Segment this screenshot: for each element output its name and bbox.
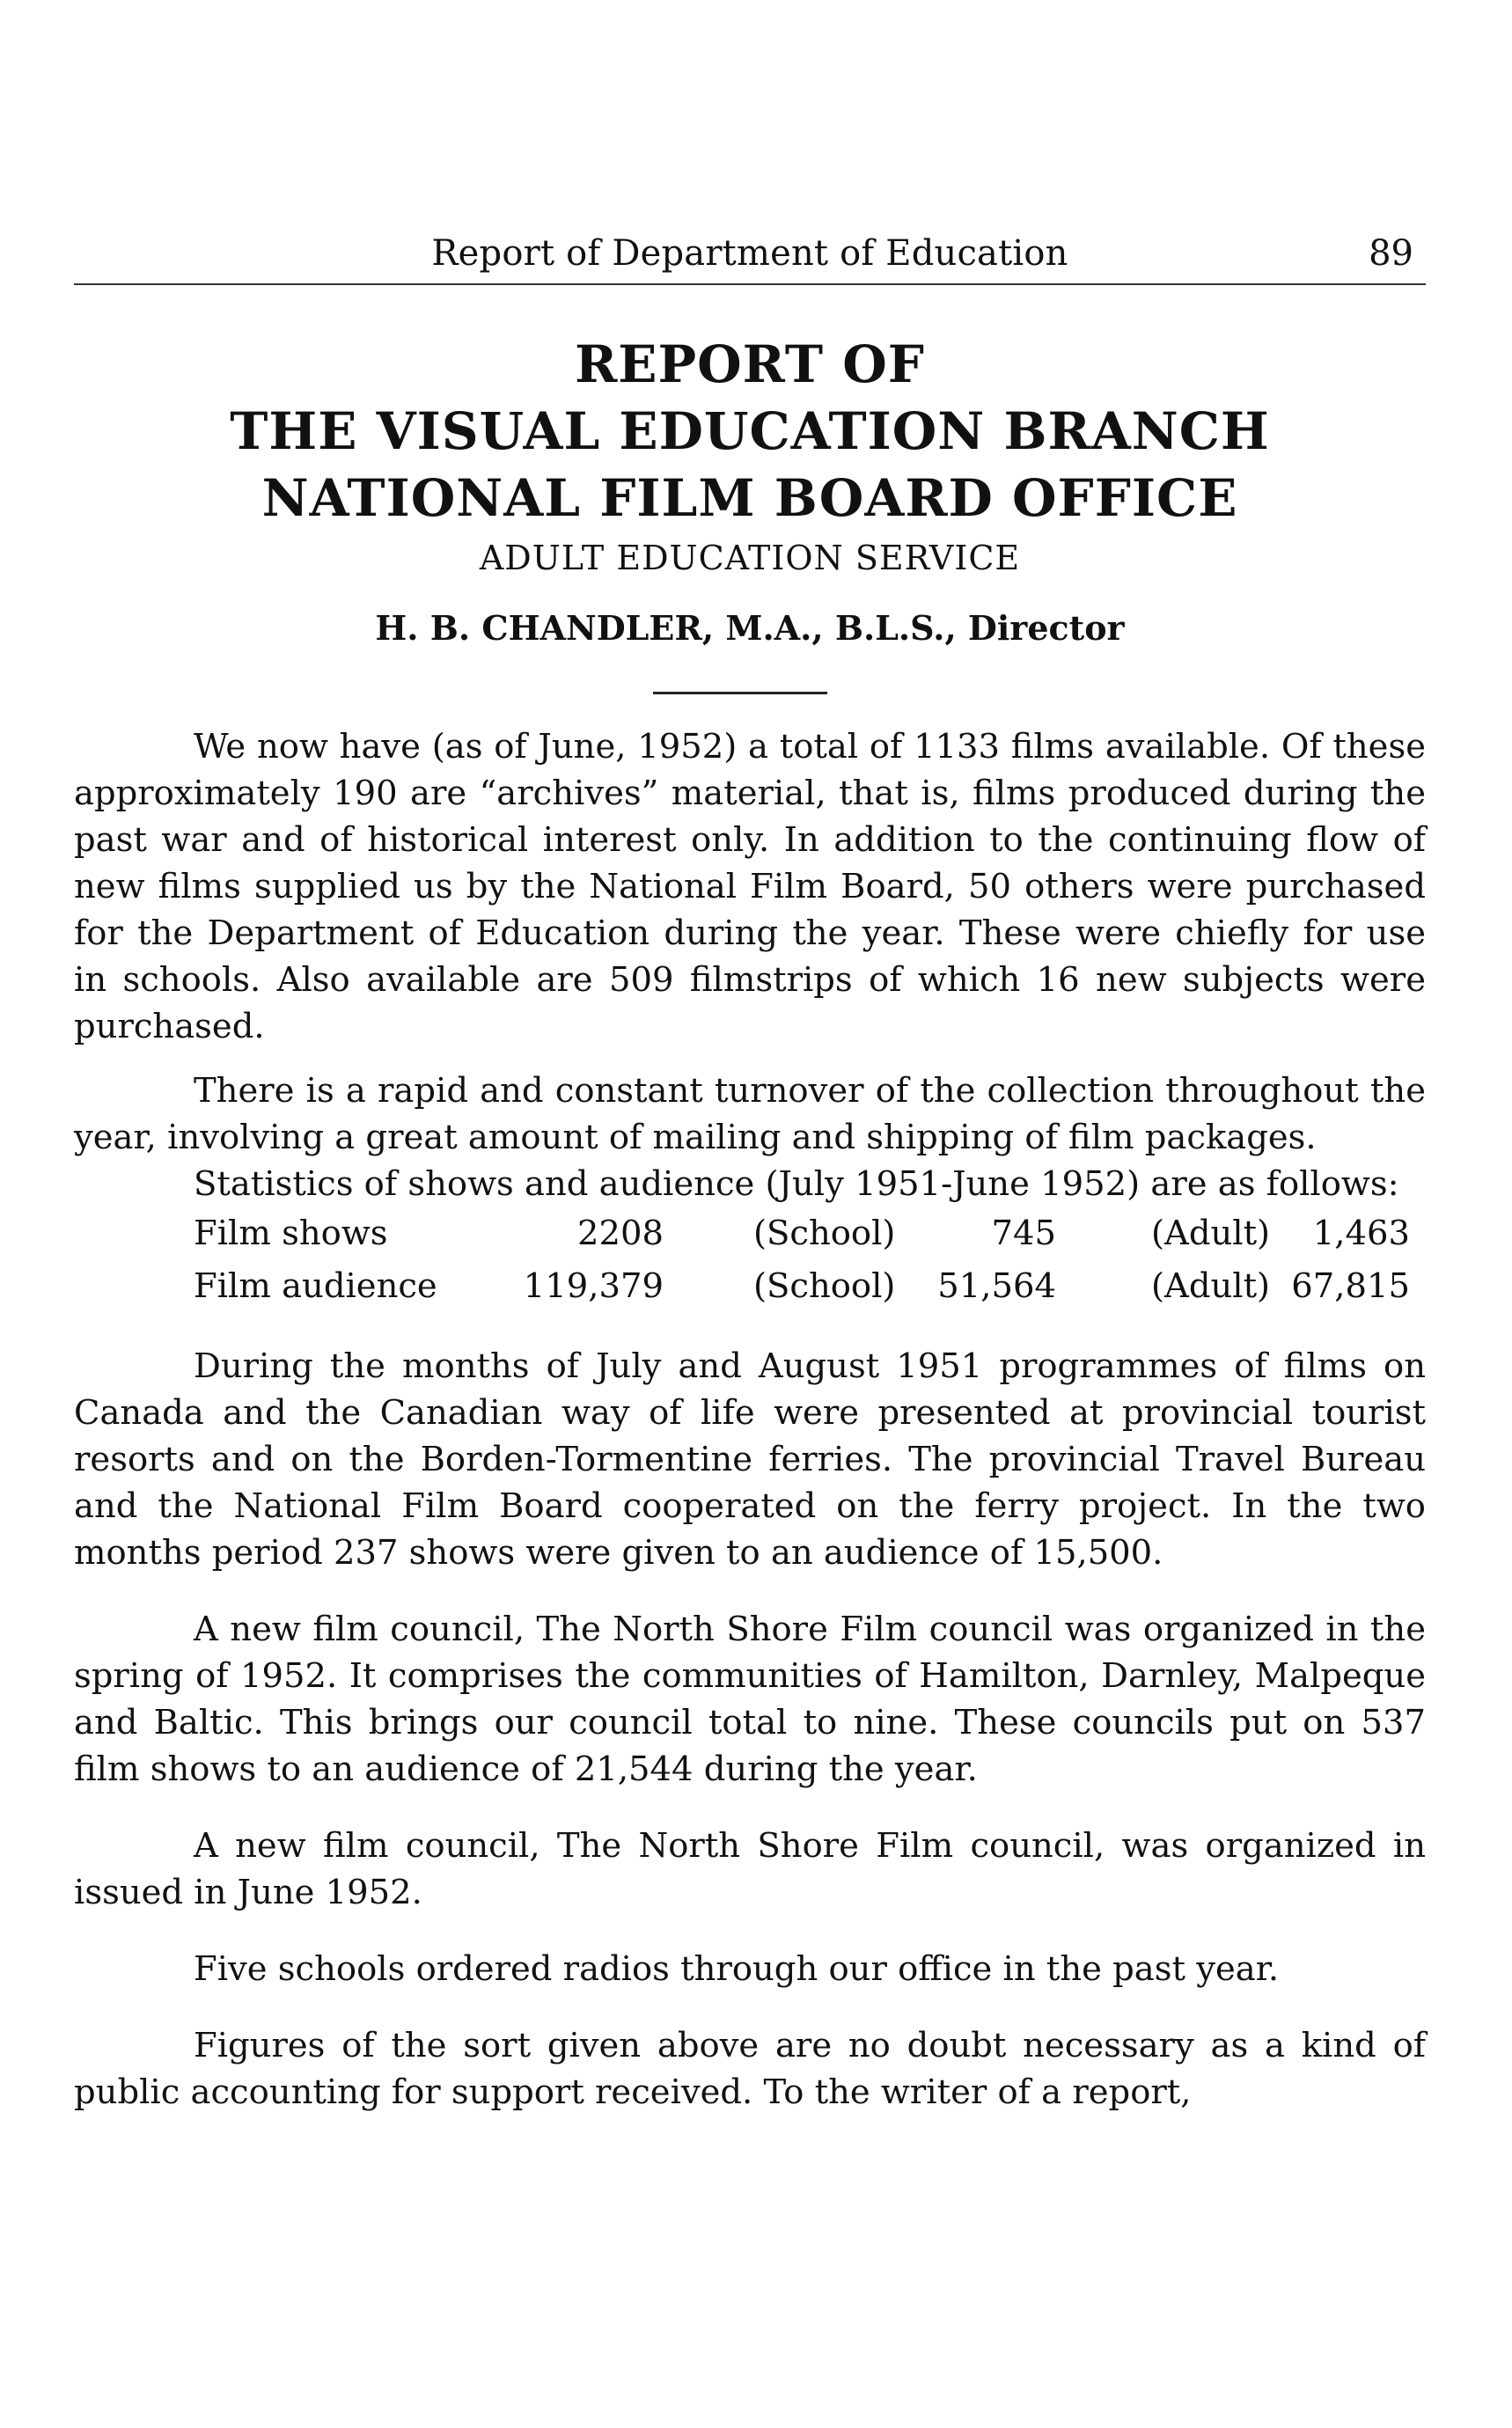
stats-total: 2208 bbox=[577, 1214, 664, 1253]
page-number: 89 bbox=[1369, 233, 1413, 274]
paragraph-statistics-intro: Statistics of shows and audience (July 1951-June 1952) are as follows: bbox=[194, 1164, 1399, 1204]
report-title-line-1: REPORT OF bbox=[575, 334, 925, 394]
paragraph-new-film-council: A new film council, The North Shore Film council was organized in the spring of 1952. It comprises the communities of Hamilton, Darnley, Malpeque and Baltic. This brings our council total to nine. These councils put on 537 film shows to an audience of 21,544 during the year. bbox=[74, 1610, 1426, 1789]
stats-school: 745 bbox=[991, 1214, 1056, 1253]
paragraph-film-council-issued: A new film council, The North Shore Film council, was organized in issued in June 1952. bbox=[74, 1826, 1426, 1912]
heading-rule bbox=[653, 692, 827, 694]
stats-row-film-shows bbox=[74, 1207, 1426, 1260]
stats-total: 119,379 bbox=[523, 1266, 664, 1306]
stats-adult-label: (Adult) bbox=[1151, 1214, 1271, 1253]
report-body bbox=[74, 723, 1426, 2116]
stats-school: 51,564 bbox=[937, 1266, 1056, 1306]
report-title-line-3: NATIONAL FILM BOARD OFFICE bbox=[261, 468, 1238, 528]
header-rule bbox=[74, 283, 1426, 285]
report-subtitle: ADULT EDUCATION SERVICE bbox=[479, 539, 1021, 577]
running-title: Report of Department of Education bbox=[431, 233, 1068, 274]
stats-row-film-audience bbox=[74, 1260, 1426, 1313]
paragraph-summer-programmes: During the months of July and August 1951 programmes of films on Canada and the Canadian way of life were presented at provincial tourist resorts and on the Borden-Tormentine ferries. The provincial Travel Bureau and the National Film Board cooperated on the ferry project. In the two months period 237 shows were given to an audience of 15,500. bbox=[74, 1346, 1426, 1573]
stats-adult-label: (Adult) bbox=[1151, 1266, 1271, 1306]
paragraph-figures: Figures of the sort given above are no doubt necessary as a kind of public accounting for support received. To the writer of a report, bbox=[74, 2026, 1426, 2112]
report-title-line-2: THE VISUAL EDUCATION BRANCH bbox=[230, 401, 1270, 461]
statistics-table bbox=[74, 1207, 1426, 1313]
stats-label: Film shows bbox=[194, 1214, 388, 1253]
stats-school-label: (School) bbox=[753, 1266, 896, 1306]
stats-adult: 1,463 bbox=[1312, 1214, 1410, 1253]
stats-label: Film audience bbox=[194, 1266, 437, 1306]
paragraph-radios: Five schools ordered radios through our office in the past year. bbox=[194, 1949, 1280, 1989]
paragraph-turnover: There is a rapid and constant turnover of the collection throughout the year, involving a great amount of mailing and shipping of film packages. bbox=[74, 1071, 1426, 1157]
paragraph-films-available: We now have (as of June, 1952) a total of 1133 films available. Of these approximately 190 are “archives” material, that is, films produced during the past war and of historical interest only. In addition to the continuing flow of new films supplied us by the National Film Board, 50 others were purchased for the Department of Education during the year. These were chiefly for use in schools. Also available are 509 filmstrips of which 16 new subjects were purchased. bbox=[74, 727, 1426, 1046]
running-head bbox=[74, 227, 1426, 280]
stats-school-label: (School) bbox=[753, 1214, 896, 1253]
report-director: H. B. CHANDLER, M.A., B.L.S., Director bbox=[375, 608, 1125, 648]
stats-adult: 67,815 bbox=[1291, 1266, 1410, 1306]
